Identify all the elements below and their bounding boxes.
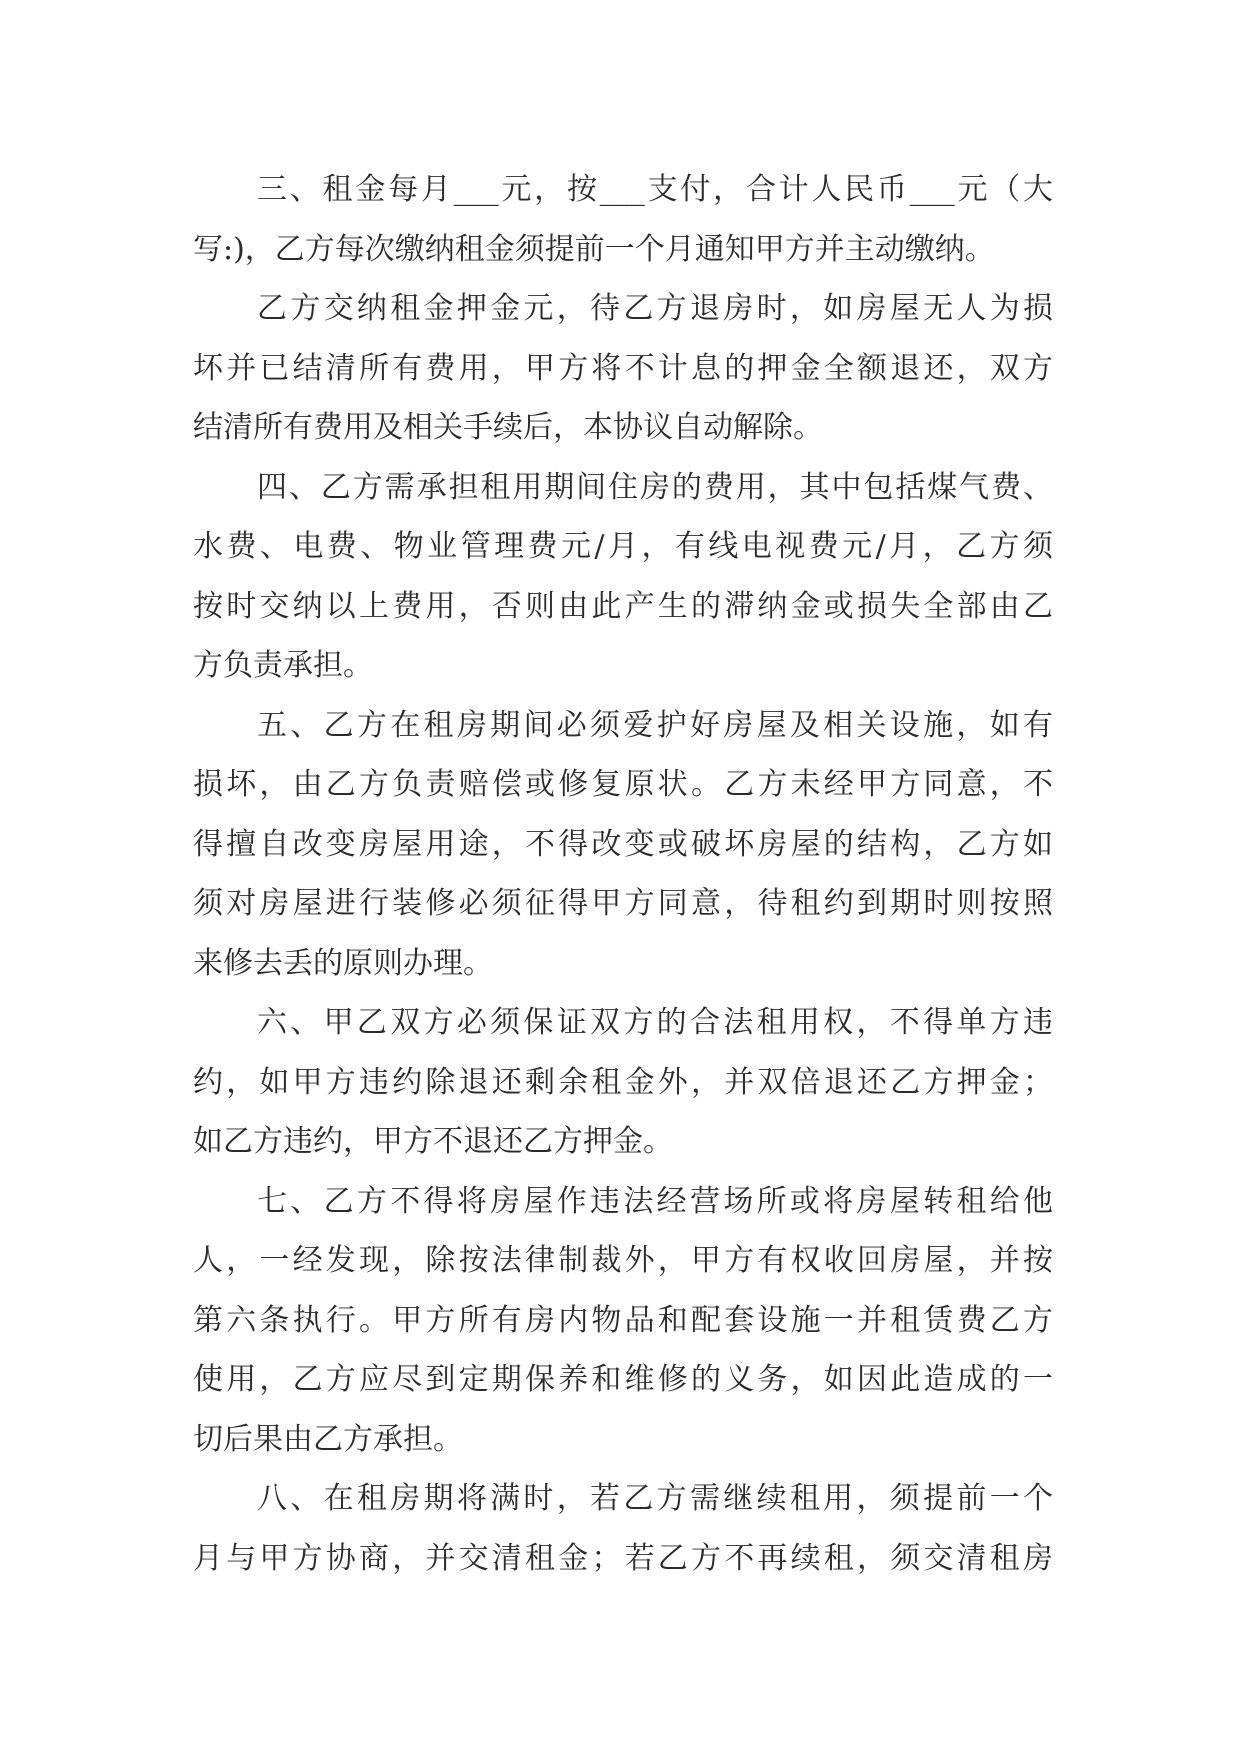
text-line: 须对房屋进行装修必须征得甲方同意，待租约到期时则按照 (193, 886, 1053, 921)
text-line: 切后果由乙方承担。 (193, 1421, 463, 1457)
text-line: 方负责承担。 (193, 648, 373, 683)
paragraph-clause-6 (193, 993, 1053, 1172)
text-line: 坏并已结清所有费用，甲方将不计息的押金全额退还，双方 (193, 350, 1053, 386)
text-line: 人，一经发现，除按法律制裁外，甲方有权收回房屋，并按 (193, 1243, 1053, 1278)
paragraph-deposit (193, 279, 1053, 458)
text-line: 约，如甲方违约除退还剩余租金外，并双倍退还乙方押金； (193, 1064, 1053, 1100)
paragraph-clause-3 (193, 160, 1053, 279)
paragraph-clause-4 (193, 458, 1053, 696)
text-line: 三、租金每月___元，按___支付，合计人民币___元（大 (257, 172, 1053, 207)
text-line: 来修去丢的原则办理。 (193, 945, 493, 981)
text-line: 月与甲方协商，并交清租金；若乙方不再续租，须交清租房 (193, 1540, 1053, 1576)
paragraph-clause-7 (193, 1172, 1053, 1470)
text-line: 得擅自改变房屋用途，不得改变或破坏房屋的结构，乙方如 (193, 826, 1053, 862)
paragraph-clause-5 (193, 696, 1053, 994)
text-line: 结清所有费用及相关手续后，本协议自动解除。 (193, 410, 823, 445)
text-line: 水费、电费、物业管理费元/月，有线电视费元/月，乙方须 (193, 529, 1053, 564)
text-line: 如乙方违约，甲方不退还乙方押金。 (193, 1124, 673, 1159)
text-line: 六、甲乙双方必须保证双方的合法租用权，不得单方违 (257, 1005, 1053, 1040)
document-body (193, 160, 1053, 1588)
text-line: 第六条执行。甲方所有房内物品和配套设施一并租赁费乙方 (193, 1302, 1053, 1338)
text-line: 四、乙方需承担租用期间住房的费用，其中包括煤气费、 (257, 469, 1053, 505)
text-line: 八、在租房期将满时，若乙方需继续租用，须提前一个 (257, 1481, 1053, 1516)
text-line: 写:)，乙方每次缴纳租金须提前一个月通知甲方并主动缴纳。 (193, 231, 995, 267)
text-line: 乙方交纳租金押金元，待乙方退房时，如房屋无人为损 (257, 291, 1053, 326)
text-line: 五、乙方在租房期间必须爱护好房屋及相关设施，如有 (257, 707, 1053, 743)
text-line: 使用，乙方应尽到定期保养和维修的义务，如因此造成的一 (193, 1362, 1053, 1397)
text-line: 按时交纳以上费用，否则由此产生的滞纳金或损失全部由乙 (193, 588, 1053, 624)
text-line: 七、乙方不得将房屋作违法经营场所或将房屋转租给他 (257, 1183, 1053, 1219)
text-line: 损坏，由乙方负责赔偿或修复原状。乙方未经甲方同意，不 (193, 767, 1053, 802)
paragraph-clause-8 (193, 1469, 1053, 1588)
